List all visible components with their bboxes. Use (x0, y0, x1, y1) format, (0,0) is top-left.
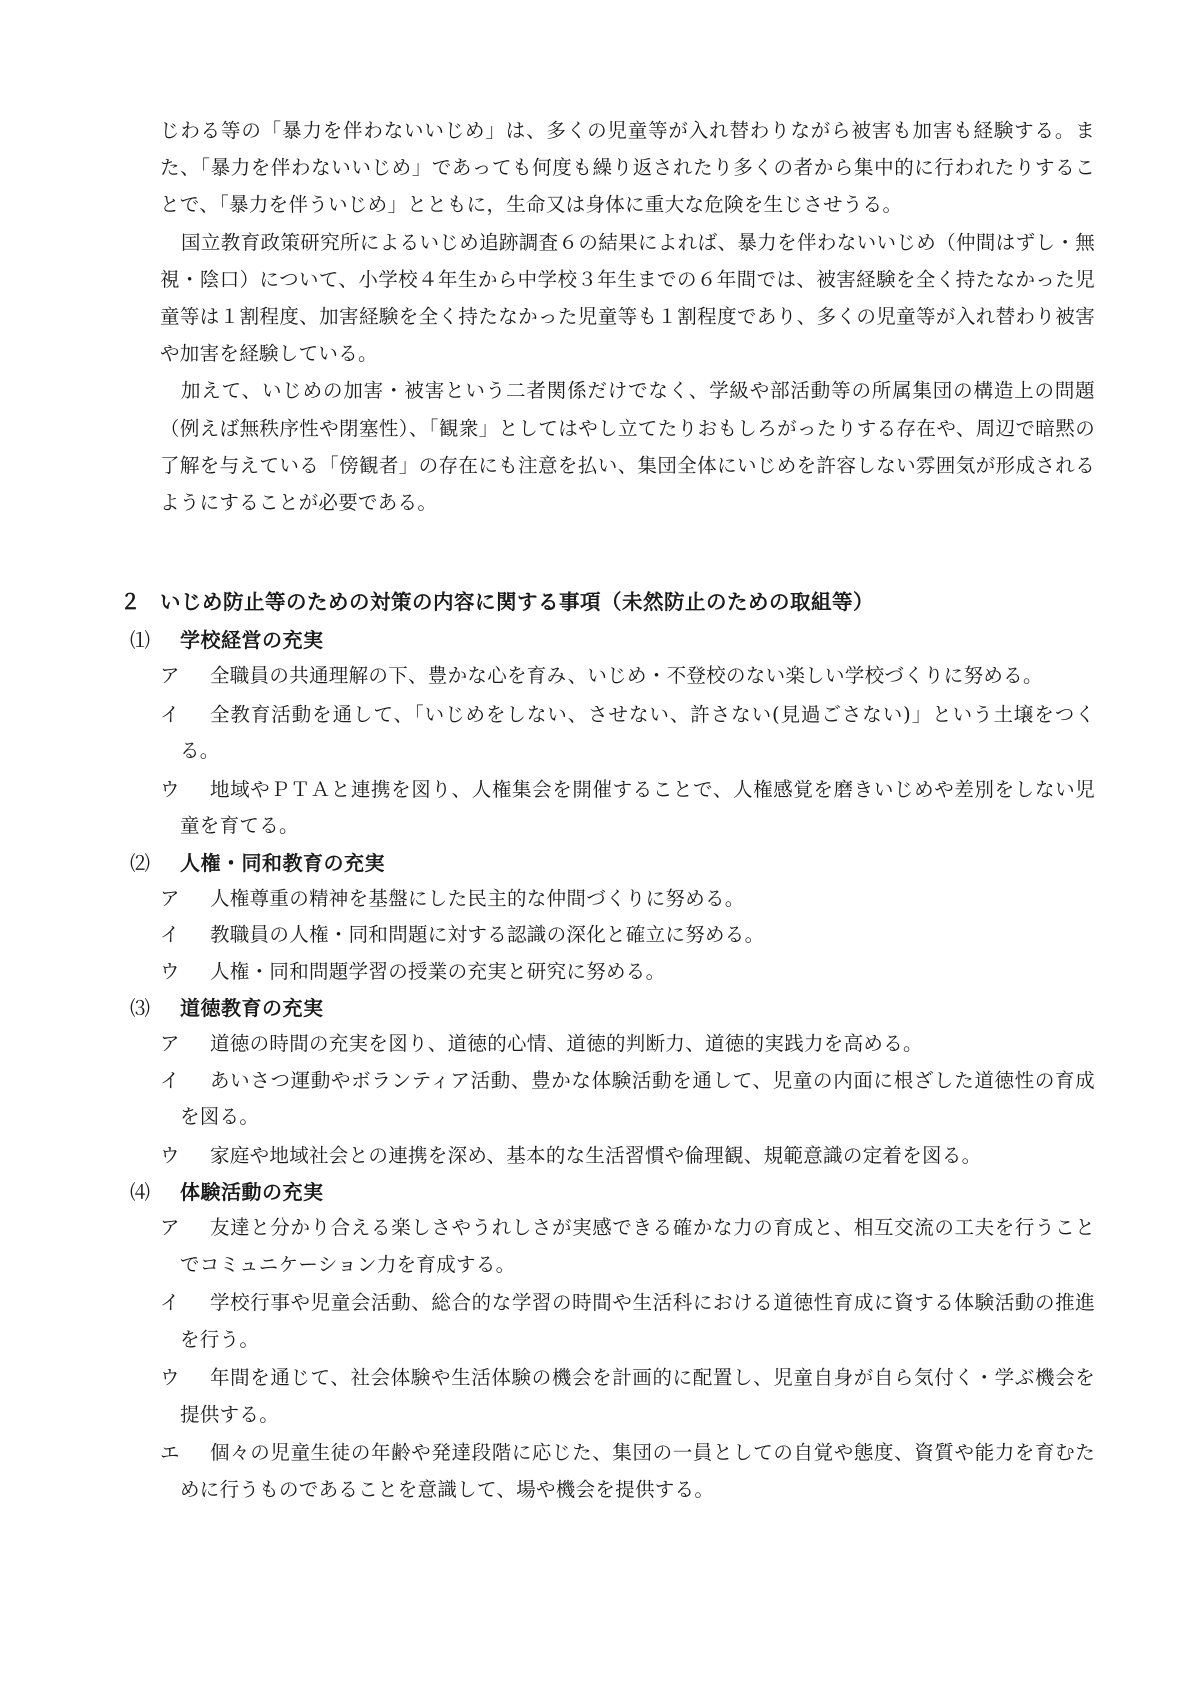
item-text: あいさつ運動やボランティア活動、豊かな体験活動を通して、児童の内面に根ざした道徳性の育成を図る。 (180, 1068, 1095, 1128)
item-text: 年間を通じて、社会体験や生活体験の機会を計画的に配置し、児童自身が自ら気付く・学ぶ機会を提供する。 (180, 1366, 1095, 1426)
list-item (160, 917, 1095, 954)
subsection-number: ⑴ (130, 628, 151, 652)
subsection-number: ⑵ (130, 850, 151, 875)
subsection-number: ⑶ (130, 996, 151, 1020)
item-text: 個々の児童生徒の年齢や発達段階に応じた、集団の一員としての自覚や態度、資質や能力を育むために行うものであることを意識して、場や機会を提供する。 (180, 1441, 1095, 1501)
item-marker: ア (160, 1032, 180, 1055)
item-text: 人権・同和問題学習の授業の充実と研究に努める。 (210, 959, 666, 983)
list-item (160, 954, 1095, 991)
list-item (160, 1138, 1095, 1175)
item-marker: ア (160, 1216, 180, 1239)
section-title: いじめ防止等のための対策の内容に関する事項（未然防止のための取組等） (160, 590, 874, 614)
subsection-heading (130, 622, 1095, 658)
item-text: 人権尊重の精神を基盤にした民主的な仲間づくりに努める。 (210, 886, 745, 910)
subsection-title: 体験活動の充実 (180, 1180, 324, 1204)
item-marker: ア (160, 664, 180, 687)
item-text: 地域やＰＴＡと連携を図り、人権集会を開催することで、人権感覚を磨きいじめや差別をしない児童を育てる。 (180, 777, 1095, 837)
list-item (160, 881, 1095, 918)
item-marker: イ (160, 923, 180, 946)
subsection-3 (130, 990, 1095, 1174)
list-item (160, 1285, 1095, 1358)
item-text: 全教育活動を通して、「いじめをしない、させない、許さない(見過ごさない)」という土壌をつくる。 (180, 702, 1095, 762)
list-item (160, 1026, 1095, 1063)
list-item (160, 658, 1095, 695)
subsection-title: 道徳教育の充実 (180, 996, 324, 1020)
item-marker: エ (160, 1441, 180, 1464)
item-text: 学校行事や児童会活動、総合的な学習の時間や生活科における道徳性育成に資する体験活動の推進を行う。 (180, 1291, 1095, 1351)
list-item (160, 1063, 1095, 1136)
item-marker: ウ (160, 1143, 180, 1167)
item-marker: イ (160, 702, 180, 726)
list-item (160, 697, 1095, 770)
item-marker: イ (160, 1291, 180, 1314)
item-text: 道徳の時間の充実を図り、道徳的心情、道徳的判断力、道徳的実践力を高める。 (210, 1032, 923, 1055)
list-item (160, 1210, 1095, 1283)
list-item (160, 772, 1095, 845)
subsection-list (130, 622, 1095, 1508)
subsection-2 (130, 845, 1095, 991)
item-marker: ウ (160, 777, 180, 801)
subsection-number: ⑷ (130, 1180, 151, 1204)
subsection-heading (130, 1174, 1095, 1210)
subsection-4 (130, 1174, 1095, 1508)
intro-paragraph-1: じわる等の「暴力を伴わないいじめ」は、多くの児童等が入れ替わりながら被害も加害も経験する。また、「暴力を伴わないいじめ」であっても何度も繰り返されたり多くの者から集中的に行われたりすることで、「暴力を伴ういじめ」とともに，生命又は身体に重大な危険を生じさせうる。 (160, 119, 1095, 217)
item-text: 教職員の人権・同和問題に対する認識の深化と確立に努める。 (210, 923, 765, 946)
list-item (160, 1435, 1095, 1508)
item-text: 家庭や地域社会との連携を深め、基本的な生活習慣や倫理観、規範意識の定着を図る。 (210, 1143, 982, 1167)
intro-paragraph-2: 国立教育政策研究所によるいじめ追跡調査６の結果によれば、暴力を伴わないいじめ（仲間はずし・無視・陰口）について、小学校４年生から中学校３年生までの６年間では、被害経験を全く持たなかった児童等は１割程度、加害経験を全く持たなかった児童等も１割程度であり、多くの児童等が入れ替わり被害や加害を経験している。 (160, 230, 1095, 366)
item-marker: ア (160, 886, 180, 910)
subsection-heading (130, 990, 1095, 1026)
intro-paragraph-3: 加えて、いじめの加害・被害という二者関係だけでなく、学級や部活動等の所属集団の構造上の問題（例えば無秩序性や閉塞性）、「観衆」としてはやし立てたりおもしろがったりする存在や、周辺で暗黙の了解を与えている「傍観者」の存在にも注意を払い、集団全体にいじめを許容しない雰囲気が形成されるようにすることが必要である。 (160, 379, 1095, 515)
subsection-heading (130, 845, 1095, 881)
subsection-title: 人権・同和教育の充実 (180, 850, 385, 875)
subsection-1 (130, 622, 1095, 845)
section-heading (120, 587, 1095, 617)
list-item (160, 1360, 1095, 1433)
section-number: ２ (120, 590, 141, 614)
subsection-title: 学校経営の充実 (180, 628, 324, 652)
item-marker: ウ (160, 959, 180, 983)
intro-text (160, 112, 1095, 521)
item-text: 友達と分かり合える楽しさやうれしさが実感できる確かな力の育成と、相互交流の工夫を行うことでコミュニケーション力を育成する。 (180, 1216, 1095, 1276)
item-marker: イ (160, 1068, 180, 1092)
item-text: 全職員の共通理解の下、豊かな心を育み、いじめ・不登校のない楽しい学校づくりに努める。 (210, 664, 1043, 687)
item-marker: ウ (160, 1366, 180, 1389)
